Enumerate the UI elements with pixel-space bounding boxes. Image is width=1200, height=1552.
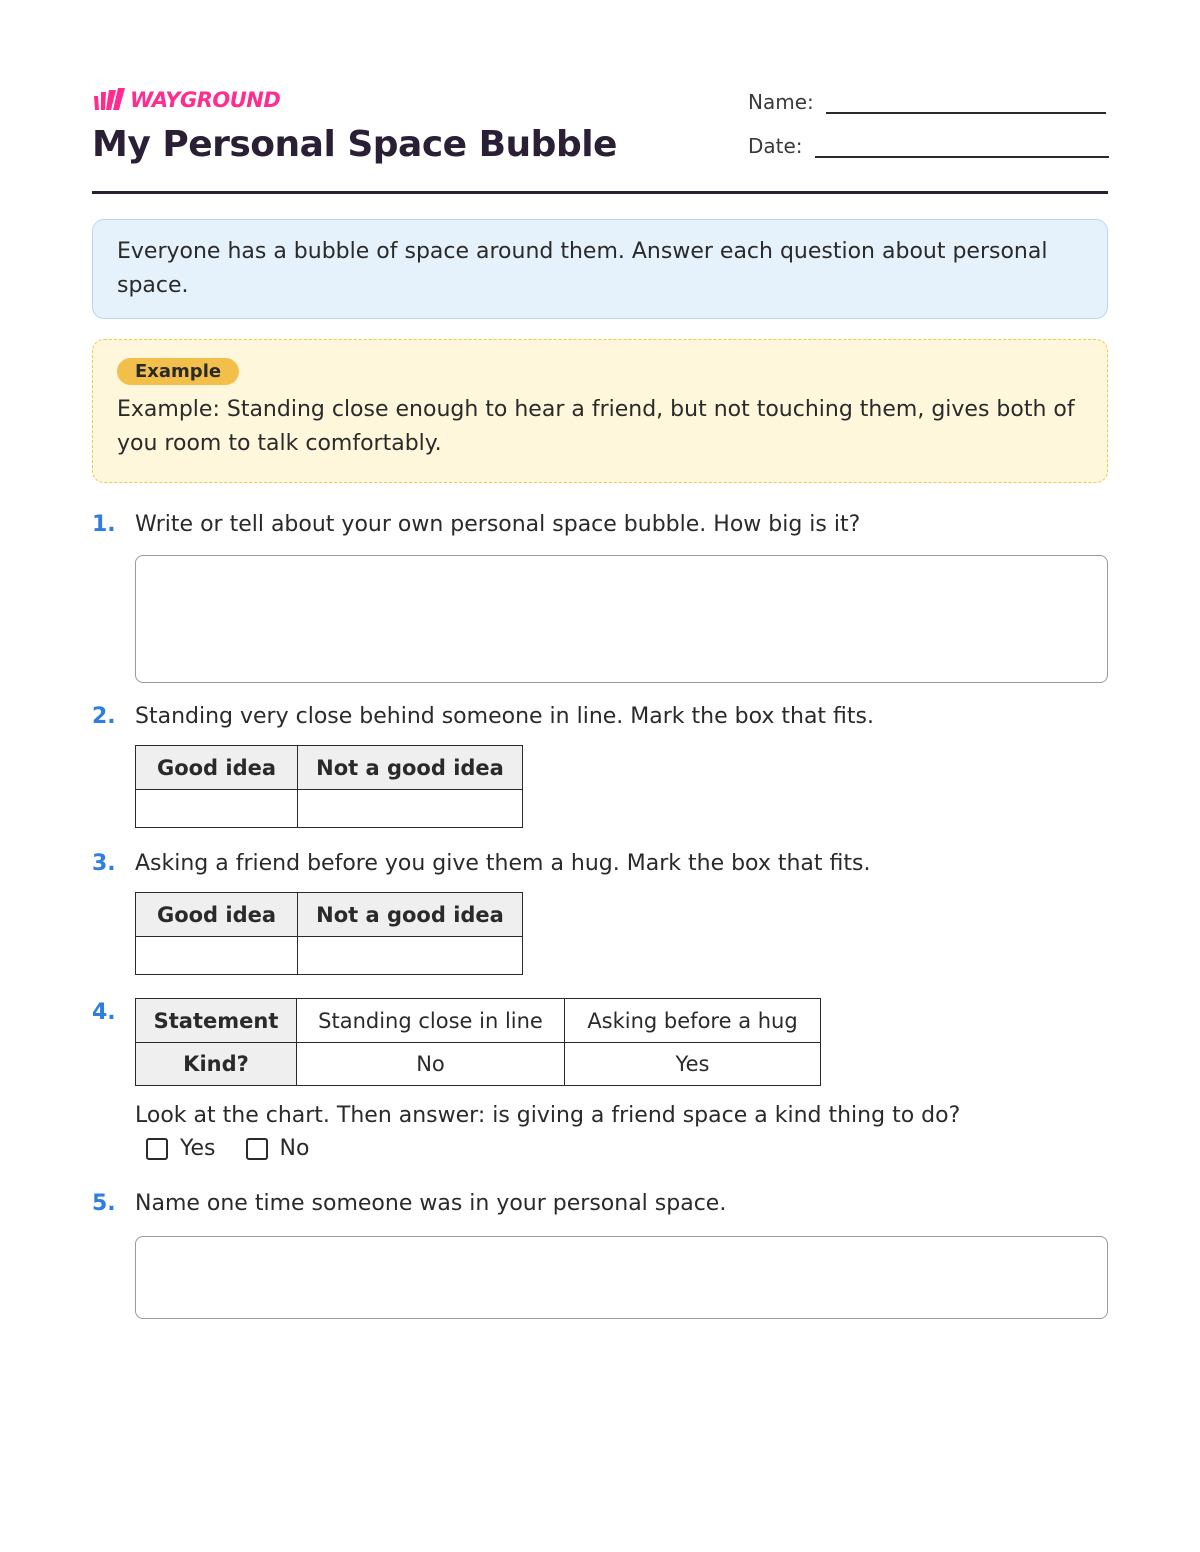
intro-box: Everyone has a bubble of space around them. Answer each question about personal space.: [92, 219, 1108, 319]
worksheet-header: [92, 84, 1108, 196]
question-number: 2.: [92, 704, 116, 729]
cell-kind-no: No: [297, 1043, 565, 1086]
example-box: [92, 339, 1108, 483]
brand-logo: [92, 86, 280, 114]
question-text: Look at the chart. Then answer: is giving a friend space a kind thing to do?: [135, 1103, 961, 1128]
question-text: Name one time someone was in your personal space.: [135, 1191, 727, 1216]
cell-standing-close: Standing close in line: [297, 999, 565, 1043]
cell-good-idea[interactable]: [136, 937, 298, 975]
checkbox-yes[interactable]: [146, 1138, 168, 1160]
answer-box-5[interactable]: [135, 1236, 1108, 1319]
name-line[interactable]: [826, 92, 1106, 114]
question-text: Standing very close behind someone in line. Mark the box that fits.: [135, 704, 874, 729]
choice-table-2: [135, 745, 523, 828]
option-yes[interactable]: [146, 1136, 216, 1161]
checkbox-no[interactable]: [246, 1138, 268, 1160]
page-title: My Personal Space Bubble: [92, 124, 617, 165]
name-field[interactable]: [748, 90, 1106, 114]
question-text: Asking a friend before you give them a hug. Mark the box that fits.: [135, 851, 871, 876]
row-header-statement: Statement: [136, 999, 297, 1043]
question-number: 3.: [92, 851, 116, 876]
row-header-kind: Kind?: [136, 1043, 297, 1086]
answer-box-1[interactable]: [135, 555, 1108, 683]
header-not-good-idea: Not a good idea: [298, 746, 523, 790]
example-text: Example: Standing close enough to hear a friend, but not touching them, gives both of you room to talk comfortably.: [117, 397, 1075, 456]
date-field[interactable]: [748, 134, 1109, 158]
cell-asking-hug: Asking before a hug: [565, 999, 821, 1043]
yes-no-options: [146, 1136, 339, 1161]
cell-good-idea[interactable]: [136, 790, 298, 828]
question-text: Write or tell about your own personal space bubble. How big is it?: [135, 512, 861, 537]
date-line[interactable]: [815, 136, 1109, 158]
wayground-logo-icon: [92, 88, 126, 112]
kindness-chart: [135, 998, 821, 1086]
option-no-label: No: [279, 1136, 310, 1161]
question-number: 4.: [92, 1000, 116, 1025]
choice-table-3: [135, 892, 523, 975]
header-good-idea: Good idea: [136, 746, 298, 790]
example-badge: Example: [117, 358, 239, 385]
question-number: 5.: [92, 1191, 116, 1216]
logo-text: WAYGROUND: [130, 88, 281, 112]
cell-not-good-idea[interactable]: [298, 790, 523, 828]
question-number: 1.: [92, 512, 116, 537]
name-label: Name:: [748, 90, 814, 114]
option-no[interactable]: [246, 1136, 310, 1161]
header-good-idea: Good idea: [136, 893, 298, 937]
header-divider: [92, 191, 1108, 194]
date-label: Date:: [748, 134, 803, 158]
header-not-good-idea: Not a good idea: [298, 893, 523, 937]
option-yes-label: Yes: [180, 1136, 216, 1161]
cell-not-good-idea[interactable]: [298, 937, 523, 975]
cell-kind-yes: Yes: [565, 1043, 821, 1086]
